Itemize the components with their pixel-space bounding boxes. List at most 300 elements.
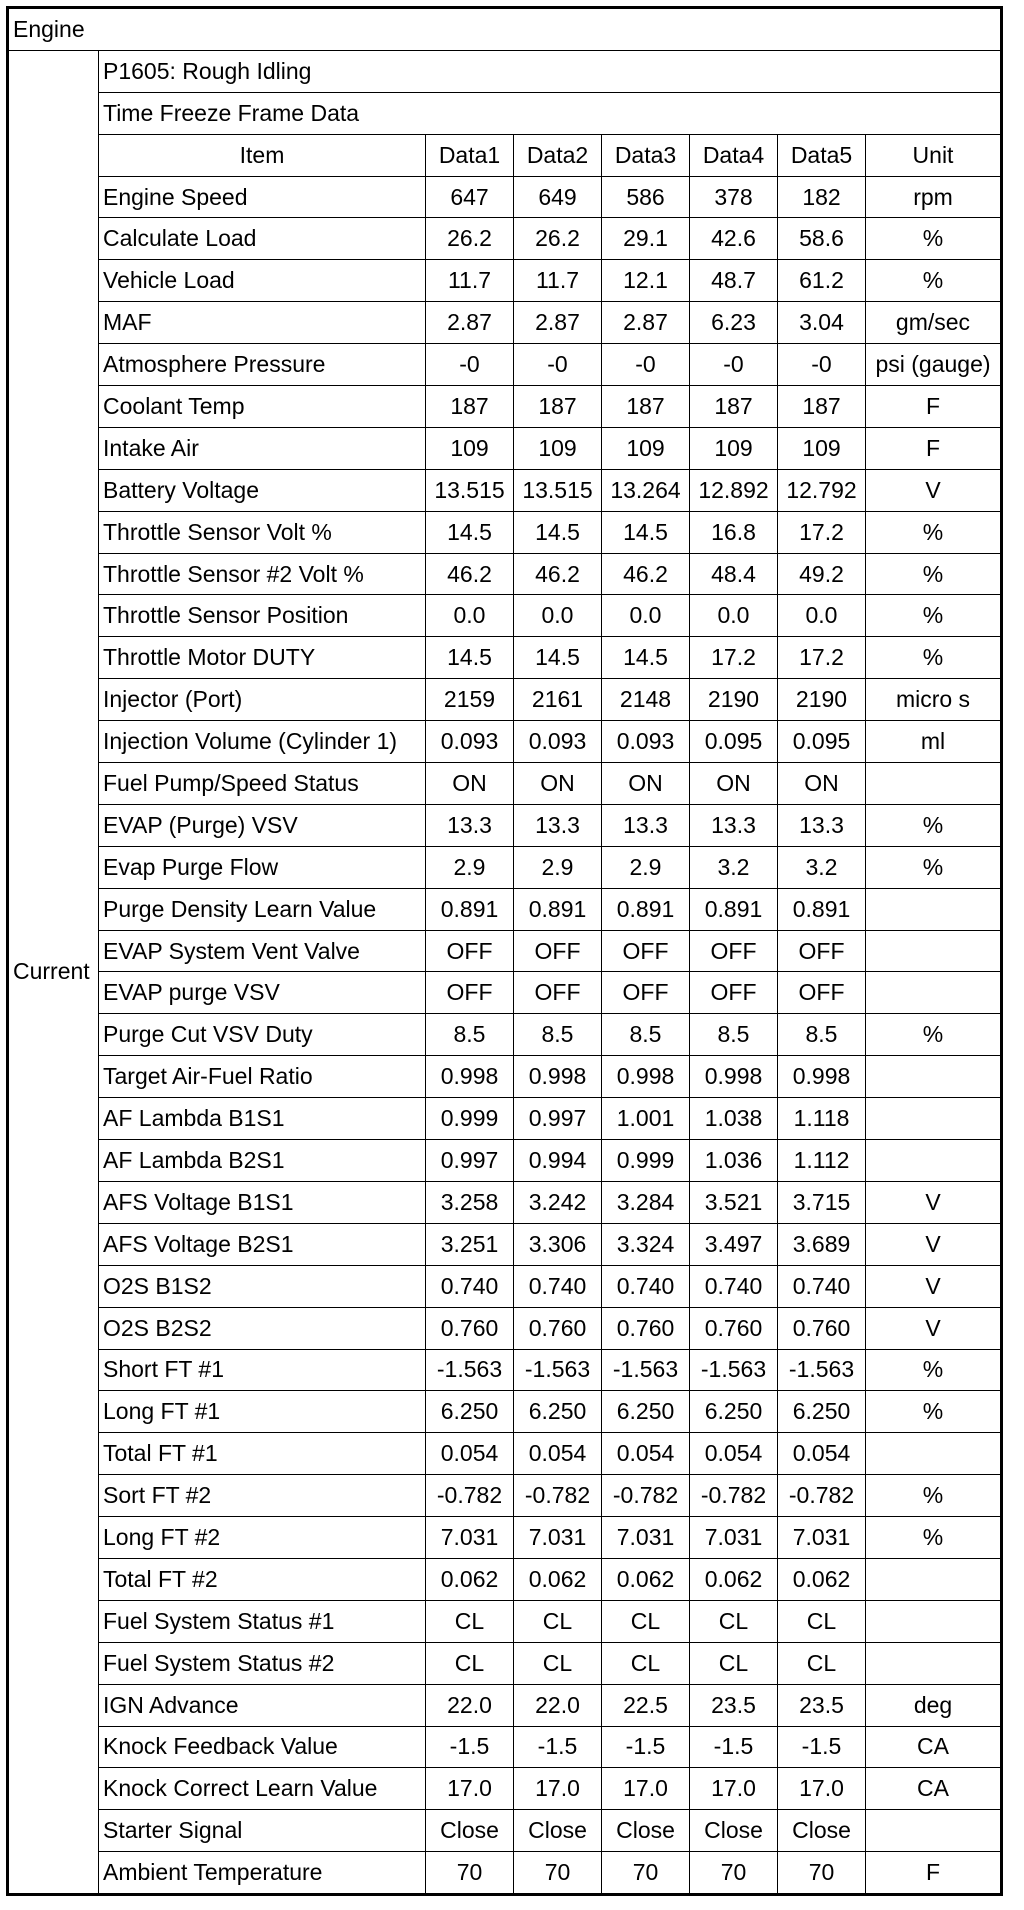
table-row <box>8 1810 1002 1852</box>
row-value-data3: 46.2 <box>602 553 690 595</box>
row-value-data1: 187 <box>426 386 514 428</box>
table-row <box>8 218 1002 260</box>
row-unit: % <box>866 218 1002 260</box>
row-value-data1: 0.0 <box>426 595 514 637</box>
row-item-label: Atmosphere Pressure <box>99 344 426 386</box>
row-value-data1: OFF <box>426 930 514 972</box>
row-unit: F <box>866 1852 1002 1895</box>
row-value-data2: 26.2 <box>514 218 602 260</box>
row-value-data2: 3.306 <box>514 1223 602 1265</box>
row-value-data3: 17.0 <box>602 1768 690 1810</box>
row-unit: % <box>866 1014 1002 1056</box>
row-unit <box>866 930 1002 972</box>
row-value-data2: Close <box>514 1810 602 1852</box>
row-value-data4: 7.031 <box>690 1517 778 1559</box>
row-value-data5: -0.782 <box>778 1475 866 1517</box>
table-row <box>8 1349 1002 1391</box>
table-row <box>8 1265 1002 1307</box>
table-row <box>8 1600 1002 1642</box>
row-item-label: Purge Density Learn Value <box>99 888 426 930</box>
row-value-data2: 0.998 <box>514 1056 602 1098</box>
column-header-data4: Data4 <box>690 134 778 176</box>
row-value-data1: CL <box>426 1600 514 1642</box>
row-value-data2: OFF <box>514 972 602 1014</box>
row-value-data5: -1.5 <box>778 1726 866 1768</box>
row-value-data1: -1.563 <box>426 1349 514 1391</box>
freeze-frame-table <box>6 6 1003 1896</box>
row-value-data5: -0 <box>778 344 866 386</box>
row-value-data1: 0.998 <box>426 1056 514 1098</box>
row-value-data5: 3.689 <box>778 1223 866 1265</box>
row-value-data2: 0.054 <box>514 1433 602 1475</box>
row-value-data5: 7.031 <box>778 1517 866 1559</box>
row-value-data3: 2148 <box>602 679 690 721</box>
row-value-data1: -1.5 <box>426 1726 514 1768</box>
row-value-data4: 109 <box>690 427 778 469</box>
row-value-data1: 46.2 <box>426 553 514 595</box>
row-value-data3: ON <box>602 763 690 805</box>
row-value-data5: OFF <box>778 972 866 1014</box>
row-value-data2: 0.093 <box>514 721 602 763</box>
row-unit <box>866 1810 1002 1852</box>
table-row <box>8 1056 1002 1098</box>
row-unit: F <box>866 386 1002 428</box>
table-row <box>8 888 1002 930</box>
row-value-data4: 70 <box>690 1852 778 1895</box>
row-value-data1: 0.054 <box>426 1433 514 1475</box>
table-row <box>8 1684 1002 1726</box>
row-value-data1: 17.0 <box>426 1768 514 1810</box>
row-value-data3: 2.87 <box>602 302 690 344</box>
row-unit: V <box>866 1181 1002 1223</box>
row-value-data2: 0.891 <box>514 888 602 930</box>
row-unit: % <box>866 1349 1002 1391</box>
row-value-data2: 46.2 <box>514 553 602 595</box>
row-value-data2: 14.5 <box>514 637 602 679</box>
row-value-data2: 0.062 <box>514 1558 602 1600</box>
row-item-label: Ambient Temperature <box>99 1852 426 1895</box>
row-unit: % <box>866 260 1002 302</box>
row-value-data1: 0.997 <box>426 1140 514 1182</box>
row-value-data2: CL <box>514 1642 602 1684</box>
row-value-data3: CL <box>602 1642 690 1684</box>
row-value-data1: 22.0 <box>426 1684 514 1726</box>
row-value-data5: 0.998 <box>778 1056 866 1098</box>
row-value-data3: Close <box>602 1810 690 1852</box>
table-row <box>8 386 1002 428</box>
row-item-label: Total FT #1 <box>99 1433 426 1475</box>
row-value-data3: 22.5 <box>602 1684 690 1726</box>
row-value-data1: 7.031 <box>426 1517 514 1559</box>
row-item-label: Knock Correct Learn Value <box>99 1768 426 1810</box>
row-unit: % <box>866 1475 1002 1517</box>
table-row <box>8 930 1002 972</box>
row-value-data2: 0.997 <box>514 1098 602 1140</box>
freeze-frame-document <box>6 6 1000 1896</box>
row-item-label: Calculate Load <box>99 218 426 260</box>
row-value-data5: 182 <box>778 176 866 218</box>
section-title: Engine <box>8 8 1002 51</box>
row-value-data1: 26.2 <box>426 218 514 260</box>
row-value-data3: 13.264 <box>602 469 690 511</box>
row-item-label: Injection Volume (Cylinder 1) <box>99 721 426 763</box>
table-row <box>8 846 1002 888</box>
row-unit: % <box>866 804 1002 846</box>
row-item-label: Sort FT #2 <box>99 1475 426 1517</box>
row-item-label: Throttle Sensor Position <box>99 595 426 637</box>
row-item-label: Evap Purge Flow <box>99 846 426 888</box>
row-value-data3: 3.324 <box>602 1223 690 1265</box>
row-value-data1: 3.258 <box>426 1181 514 1223</box>
row-value-data4: 0.0 <box>690 595 778 637</box>
row-value-data3: 3.284 <box>602 1181 690 1223</box>
row-item-label: IGN Advance <box>99 1684 426 1726</box>
table-row <box>8 1475 1002 1517</box>
row-value-data5: 61.2 <box>778 260 866 302</box>
table-row <box>8 427 1002 469</box>
row-value-data5: 0.054 <box>778 1433 866 1475</box>
row-value-data5: 12.792 <box>778 469 866 511</box>
table-row <box>8 721 1002 763</box>
table-row <box>8 1307 1002 1349</box>
row-value-data5: 109 <box>778 427 866 469</box>
row-value-data5: 3.04 <box>778 302 866 344</box>
row-item-label: AF Lambda B2S1 <box>99 1140 426 1182</box>
row-item-label: Purge Cut VSV Duty <box>99 1014 426 1056</box>
row-value-data3: 0.062 <box>602 1558 690 1600</box>
row-value-data4: -0.782 <box>690 1475 778 1517</box>
table-row <box>8 972 1002 1014</box>
row-value-data3: 14.5 <box>602 511 690 553</box>
row-unit <box>866 1098 1002 1140</box>
row-value-data3: 0.0 <box>602 595 690 637</box>
table-row <box>8 595 1002 637</box>
table-row <box>8 302 1002 344</box>
row-value-data2: 13.3 <box>514 804 602 846</box>
row-value-data3: 12.1 <box>602 260 690 302</box>
row-value-data5: 8.5 <box>778 1014 866 1056</box>
row-item-label: AFS Voltage B2S1 <box>99 1223 426 1265</box>
row-item-label: AFS Voltage B1S1 <box>99 1181 426 1223</box>
row-value-data2: 0.740 <box>514 1265 602 1307</box>
row-value-data1: ON <box>426 763 514 805</box>
table-row <box>8 1642 1002 1684</box>
row-value-data5: 70 <box>778 1852 866 1895</box>
row-value-data5: 23.5 <box>778 1684 866 1726</box>
freeze-frame-subtitle: Time Freeze Frame Data <box>99 92 1002 134</box>
row-item-label: Vehicle Load <box>99 260 426 302</box>
row-value-data1: 2.87 <box>426 302 514 344</box>
row-value-data2: 0.0 <box>514 595 602 637</box>
row-value-data4: 3.2 <box>690 846 778 888</box>
row-value-data1: 0.891 <box>426 888 514 930</box>
table-row <box>8 804 1002 846</box>
row-value-data4: 48.4 <box>690 553 778 595</box>
row-value-data3: 6.250 <box>602 1391 690 1433</box>
row-value-data4: Close <box>690 1810 778 1852</box>
row-value-data4: 3.497 <box>690 1223 778 1265</box>
row-unit: V <box>866 1223 1002 1265</box>
row-value-data2: 14.5 <box>514 511 602 553</box>
table-row <box>8 1768 1002 1810</box>
row-value-data3: 0.760 <box>602 1307 690 1349</box>
row-value-data4: 2190 <box>690 679 778 721</box>
column-header-data5: Data5 <box>778 134 866 176</box>
row-unit <box>866 1056 1002 1098</box>
table-row <box>8 1391 1002 1433</box>
table-row <box>8 1558 1002 1600</box>
row-item-label: Intake Air <box>99 427 426 469</box>
row-value-data1: CL <box>426 1642 514 1684</box>
row-value-data4: 3.521 <box>690 1181 778 1223</box>
row-value-data4: ON <box>690 763 778 805</box>
row-value-data5: 0.0 <box>778 595 866 637</box>
row-value-data4: 0.760 <box>690 1307 778 1349</box>
row-value-data5: 0.062 <box>778 1558 866 1600</box>
row-item-label: Total FT #2 <box>99 1558 426 1600</box>
row-item-label: Injector (Port) <box>99 679 426 721</box>
table-row <box>8 1181 1002 1223</box>
row-value-data4: OFF <box>690 972 778 1014</box>
row-value-data2: 17.0 <box>514 1768 602 1810</box>
row-value-data4: 1.038 <box>690 1098 778 1140</box>
table-row <box>8 469 1002 511</box>
row-value-data3: -0 <box>602 344 690 386</box>
row-group-label: Current <box>8 50 99 1894</box>
row-item-label: AF Lambda B1S1 <box>99 1098 426 1140</box>
row-value-data4: -1.5 <box>690 1726 778 1768</box>
row-unit: % <box>866 595 1002 637</box>
row-value-data1: 0.740 <box>426 1265 514 1307</box>
table-row <box>8 763 1002 805</box>
row-value-data1: 14.5 <box>426 511 514 553</box>
row-value-data2: 13.515 <box>514 469 602 511</box>
row-value-data4: 23.5 <box>690 1684 778 1726</box>
row-item-label: Throttle Sensor #2 Volt % <box>99 553 426 595</box>
row-item-label: O2S B1S2 <box>99 1265 426 1307</box>
row-value-data4: 0.740 <box>690 1265 778 1307</box>
row-value-data3: 0.998 <box>602 1056 690 1098</box>
row-value-data1: 14.5 <box>426 637 514 679</box>
table-row <box>8 176 1002 218</box>
row-value-data5: 3.2 <box>778 846 866 888</box>
row-value-data4: CL <box>690 1642 778 1684</box>
row-value-data4: 0.062 <box>690 1558 778 1600</box>
row-value-data4: 13.3 <box>690 804 778 846</box>
row-value-data5: 0.891 <box>778 888 866 930</box>
row-value-data4: 378 <box>690 176 778 218</box>
column-header-item: Item <box>99 134 426 176</box>
row-value-data2: 2.87 <box>514 302 602 344</box>
row-item-label: Long FT #2 <box>99 1517 426 1559</box>
row-value-data2: -0.782 <box>514 1475 602 1517</box>
row-value-data5: 58.6 <box>778 218 866 260</box>
row-value-data4: -0 <box>690 344 778 386</box>
row-value-data1: 2159 <box>426 679 514 721</box>
header-row <box>8 134 1002 176</box>
row-value-data3: 187 <box>602 386 690 428</box>
row-value-data3: 14.5 <box>602 637 690 679</box>
row-item-label: Throttle Sensor Volt % <box>99 511 426 553</box>
row-value-data2: -0 <box>514 344 602 386</box>
row-unit <box>866 888 1002 930</box>
row-value-data5: Close <box>778 1810 866 1852</box>
column-header-data2: Data2 <box>514 134 602 176</box>
row-value-data4: -1.563 <box>690 1349 778 1391</box>
row-value-data2: 109 <box>514 427 602 469</box>
row-value-data3: 13.3 <box>602 804 690 846</box>
row-value-data3: 7.031 <box>602 1517 690 1559</box>
row-value-data4: OFF <box>690 930 778 972</box>
row-value-data4: 0.891 <box>690 888 778 930</box>
row-unit <box>866 972 1002 1014</box>
row-item-label: Fuel System Status #1 <box>99 1600 426 1642</box>
table-row <box>8 637 1002 679</box>
row-value-data1: Close <box>426 1810 514 1852</box>
row-value-data1: OFF <box>426 972 514 1014</box>
row-value-data3: 0.891 <box>602 888 690 930</box>
row-unit: V <box>866 469 1002 511</box>
row-value-data1: 13.3 <box>426 804 514 846</box>
row-value-data5: 17.2 <box>778 511 866 553</box>
row-value-data5: 6.250 <box>778 1391 866 1433</box>
dtc-title: P1605: Rough Idling <box>99 50 1002 92</box>
row-value-data3: 70 <box>602 1852 690 1895</box>
row-value-data3: 109 <box>602 427 690 469</box>
row-value-data5: 17.2 <box>778 637 866 679</box>
row-value-data1: 647 <box>426 176 514 218</box>
row-value-data4: 48.7 <box>690 260 778 302</box>
row-value-data5: 187 <box>778 386 866 428</box>
row-value-data4: 6.23 <box>690 302 778 344</box>
dtc-row <box>8 50 1002 92</box>
row-value-data4: 6.250 <box>690 1391 778 1433</box>
row-unit <box>866 1558 1002 1600</box>
table-row <box>8 260 1002 302</box>
row-value-data4: 17.0 <box>690 1768 778 1810</box>
row-value-data3: 1.001 <box>602 1098 690 1140</box>
row-item-label: Throttle Motor DUTY <box>99 637 426 679</box>
table-row <box>8 1098 1002 1140</box>
row-value-data5: CL <box>778 1642 866 1684</box>
row-unit: % <box>866 1391 1002 1433</box>
subtitle-row <box>8 92 1002 134</box>
row-item-label: EVAP System Vent Valve <box>99 930 426 972</box>
row-value-data1: 0.760 <box>426 1307 514 1349</box>
table-row <box>8 511 1002 553</box>
section-row <box>8 8 1002 51</box>
row-item-label: Knock Feedback Value <box>99 1726 426 1768</box>
row-value-data2: 2161 <box>514 679 602 721</box>
row-unit: % <box>866 637 1002 679</box>
row-value-data1: -0.782 <box>426 1475 514 1517</box>
row-item-label: Fuel Pump/Speed Status <box>99 763 426 805</box>
row-value-data2: ON <box>514 763 602 805</box>
row-value-data3: 8.5 <box>602 1014 690 1056</box>
row-value-data2: -1.563 <box>514 1349 602 1391</box>
row-value-data3: 0.999 <box>602 1140 690 1182</box>
row-value-data5: 49.2 <box>778 553 866 595</box>
table-row <box>8 344 1002 386</box>
row-value-data3: -0.782 <box>602 1475 690 1517</box>
row-value-data1: 2.9 <box>426 846 514 888</box>
row-value-data4: 1.036 <box>690 1140 778 1182</box>
row-value-data3: OFF <box>602 972 690 1014</box>
row-unit: F <box>866 427 1002 469</box>
row-unit <box>866 763 1002 805</box>
row-value-data5: 1.112 <box>778 1140 866 1182</box>
row-value-data1: 70 <box>426 1852 514 1895</box>
row-unit: % <box>866 553 1002 595</box>
row-value-data2: 2.9 <box>514 846 602 888</box>
row-value-data5: -1.563 <box>778 1349 866 1391</box>
row-unit: micro s <box>866 679 1002 721</box>
row-item-label: Battery Voltage <box>99 469 426 511</box>
row-value-data5: 2190 <box>778 679 866 721</box>
row-value-data4: 0.998 <box>690 1056 778 1098</box>
row-item-label: Starter Signal <box>99 1810 426 1852</box>
column-header-data3: Data3 <box>602 134 690 176</box>
row-value-data5: 17.0 <box>778 1768 866 1810</box>
row-value-data4: CL <box>690 1600 778 1642</box>
table-row <box>8 1140 1002 1182</box>
row-item-label: Target Air-Fuel Ratio <box>99 1056 426 1098</box>
row-unit: % <box>866 1517 1002 1559</box>
row-unit: ml <box>866 721 1002 763</box>
row-value-data2: 187 <box>514 386 602 428</box>
row-value-data3: 29.1 <box>602 218 690 260</box>
row-value-data4: 8.5 <box>690 1014 778 1056</box>
row-unit: rpm <box>866 176 1002 218</box>
row-value-data5: 3.715 <box>778 1181 866 1223</box>
table-row <box>8 1726 1002 1768</box>
row-item-label: MAF <box>99 302 426 344</box>
row-value-data3: 0.054 <box>602 1433 690 1475</box>
row-unit: % <box>866 846 1002 888</box>
row-value-data3: CL <box>602 1600 690 1642</box>
row-value-data1: 13.515 <box>426 469 514 511</box>
row-value-data5: OFF <box>778 930 866 972</box>
row-unit: psi (gauge) <box>866 344 1002 386</box>
row-unit <box>866 1140 1002 1182</box>
row-value-data5: ON <box>778 763 866 805</box>
row-value-data5: 0.760 <box>778 1307 866 1349</box>
row-item-label: O2S B2S2 <box>99 1307 426 1349</box>
row-unit: CA <box>866 1726 1002 1768</box>
row-value-data5: 0.095 <box>778 721 866 763</box>
row-value-data1: 0.093 <box>426 721 514 763</box>
row-value-data2: 0.994 <box>514 1140 602 1182</box>
row-unit: % <box>866 511 1002 553</box>
table-row <box>8 1014 1002 1056</box>
row-value-data5: CL <box>778 1600 866 1642</box>
row-value-data3: 0.093 <box>602 721 690 763</box>
column-header-unit: Unit <box>866 134 1002 176</box>
row-unit <box>866 1600 1002 1642</box>
row-value-data2: 22.0 <box>514 1684 602 1726</box>
row-value-data4: 12.892 <box>690 469 778 511</box>
row-value-data5: 1.118 <box>778 1098 866 1140</box>
row-value-data1: 0.999 <box>426 1098 514 1140</box>
row-value-data1: 0.062 <box>426 1558 514 1600</box>
row-item-label: EVAP purge VSV <box>99 972 426 1014</box>
row-value-data1: -0 <box>426 344 514 386</box>
row-value-data3: OFF <box>602 930 690 972</box>
row-value-data4: 187 <box>690 386 778 428</box>
row-value-data3: 586 <box>602 176 690 218</box>
table-row <box>8 679 1002 721</box>
row-value-data4: 0.054 <box>690 1433 778 1475</box>
